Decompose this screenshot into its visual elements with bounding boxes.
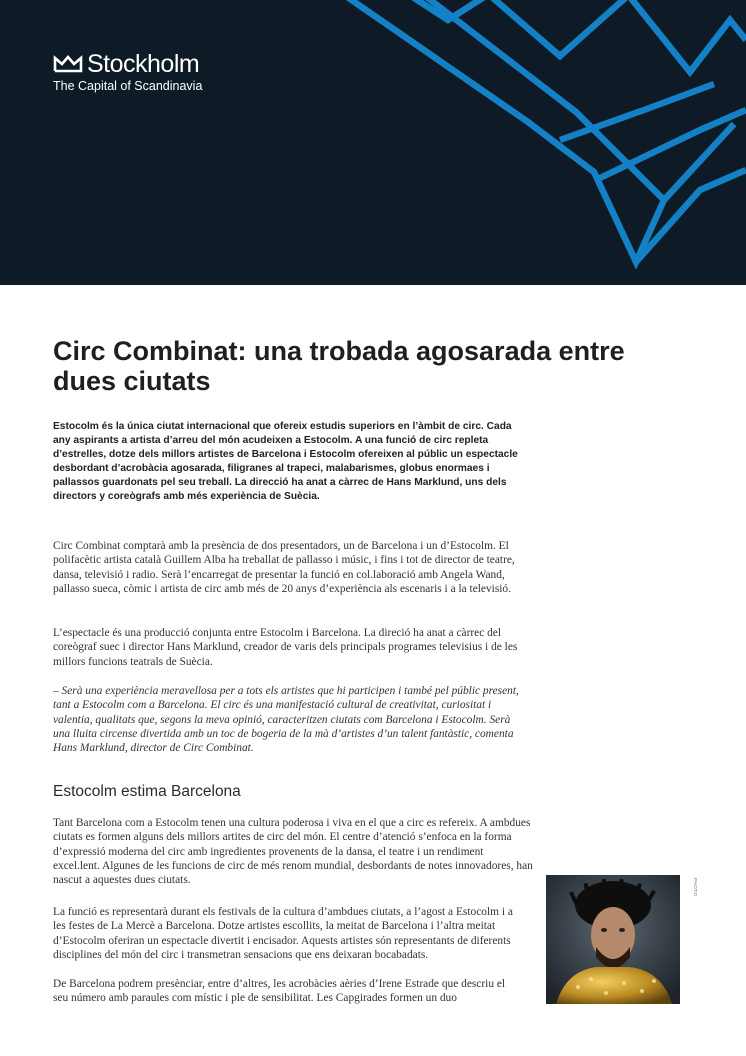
crown-icon [53, 54, 83, 74]
quote-paragraph: – Serà una experiència meravellosa per a tots els artistes que hi participen i també pel públic present, tant a Estocolm com a Barcelona. El circ és una manifestació cultural de creativitat, curiositat i valentia, qualitats que, segons la meva opinió, caracteritzen ciutats com Barcelona i Estocolm. Serà una lluita circense divertida amb un toc de bogeria de la mà d’artistes d’un talent fantàstic, comenta Hans Marklund, director de Circ Combinat. [53, 685, 519, 755]
paragraph-1: Circ Combinat comptarà amb la presència de dos presentadors, un de Barcelona i un d’Estocolm. El polifacètic artista català Guillem Alba ha treballat de pallasso i músic, i fins i tot de director de teatre, dansa, televisió i radio. Serà l’encarregat de presentar la funció en col.laboració amb Angela Wand, pallasso sueca, còmic i artista de circ amb més de 20 anys d’experiència als escenaris i a la televisió. [53, 540, 515, 595]
crown-line-art [0, 0, 746, 285]
photo-credit: PHOTO [693, 878, 698, 897]
brand-name: Stockholm [87, 50, 200, 78]
brand-tagline: The Capital of Scandinavia [53, 79, 203, 93]
stockholm-logo [53, 50, 202, 94]
performer-photo [546, 875, 680, 1004]
paragraph-2: L’espectacle és una producció conjunta entre Estocolm i Barcelona. La direció ha anat a càrrec del coreògraf suec i director Hans Marklund, creador de varis dels principals programes televisius i de les millors funcions teatrals de Suècia. [53, 627, 518, 668]
paragraph-3: Tant Barcelona com a Estocolm tenen una cultura poderosa i viva en el que a circ es refereix. A ambdues ciutats es formen alguns dels millors artites de circ del món. El centre d’atenció s’enfoca en la forma d’expressió moderna del circ amb ingredientes provenents de la dansa, el teatre i un rendiment excel.lent. Algunes de les funcions de circ de més renom mundial, desbordants de notes innovadores, han nascut a aquestes dues ciutats. [53, 817, 533, 887]
paragraph-5: De Barcelona podrem presènciar, entre d’altres, les acrobàcies aèries d’Irene Estrade que descriu el seu número amb paraules com místic i ple de sensibilitat. Les Capgirades formen un duo [53, 978, 506, 1005]
article-title: Circ Combinat: una trobada agosarada entre dues ciutats [53, 336, 625, 396]
article-intro: Estocolm és la única ciutat internacional que ofereix estudis superiors en l’àmbit de circ. Cada any aspirants a artista d’arreu del món acudeixen a Estocolm. A una funció de circ repleta d’estrelles, dotze dels millors artistes de Barcelona i Estocolm ofereixen al públic un espectacle desbordant d’acrobàcia agosarada, filigranes al trapeci, malabarismes, globus enormaes i pallassos guardonats pel seu treball. La direcció ha anat a càrrec de Hans Marklund, uns dels directors y coreògrafs amb més experiència de Suècia. [53, 421, 518, 502]
section-heading: Estocolm estima Barcelona [53, 783, 241, 800]
paragraph-4: La funció es representarà durant els festivals de la cultura d’ambdues ciutats, a l’agost a Estocolm i a les festes de La Mercè a Barcelona. Dotze artistes escollits, la meitat de Barcelona i l’altra meitat d’Estocolm oferiran un espectacle divertit i encisador. Aquests artistes són representants de diferents disciplines del món del circ i transmetran sensacions que ens deixaran bocabadats. [53, 906, 513, 961]
header-banner [0, 0, 746, 285]
